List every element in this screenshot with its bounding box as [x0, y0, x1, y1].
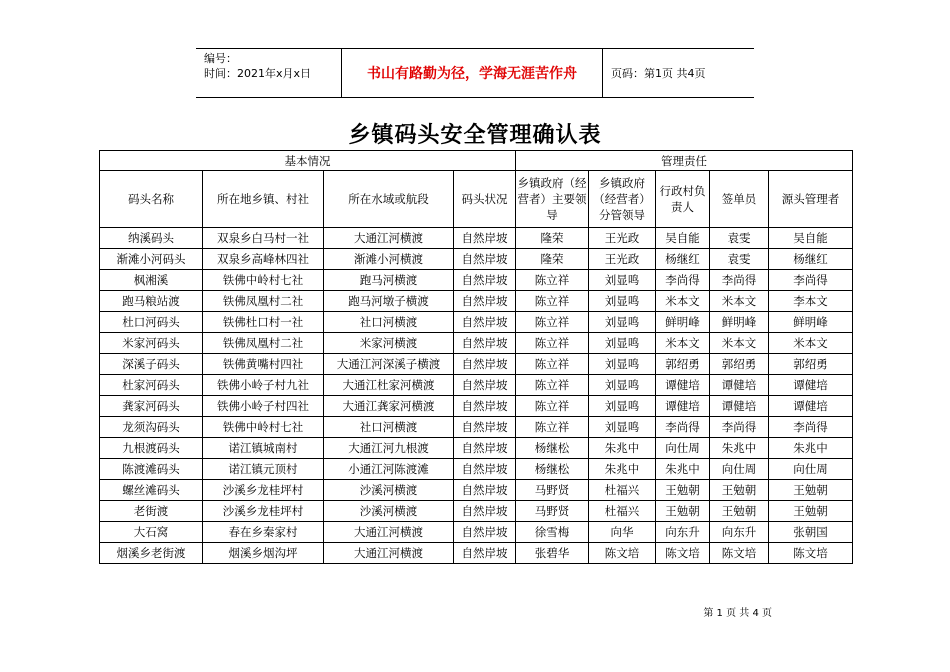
table-cell: 米家河码头: [100, 333, 203, 354]
table-cell: 马野贤: [516, 501, 589, 522]
table-cell: 杨继红: [656, 249, 710, 270]
table-cell: 社口河横渡: [324, 312, 454, 333]
column-header-row: [100, 171, 853, 228]
table-cell: 郭绍勇: [656, 354, 710, 375]
table-cell: 诺江镇元顶村: [203, 459, 324, 480]
table-cell: 隆荣: [516, 249, 589, 270]
column-header: 所在水域或航段: [324, 171, 454, 228]
table-cell: 李尚得: [656, 417, 710, 438]
table-cell: 向仕周: [710, 459, 769, 480]
table-cell: 杜福兴: [589, 480, 656, 501]
table-cell: 跑马粮站渡: [100, 291, 203, 312]
table-cell: 王勉朝: [656, 480, 710, 501]
table-cell: 刘显鸣: [589, 291, 656, 312]
table-cell: 陈立祥: [516, 396, 589, 417]
table-cell: 龙须沟码头: [100, 417, 203, 438]
table-cell: 自然岸坡: [454, 375, 516, 396]
table-cell: 跑马河墩子横渡: [324, 291, 454, 312]
table-cell: 跑马河横渡: [324, 270, 454, 291]
table-cell: 朱兆中: [589, 438, 656, 459]
table-row: [100, 417, 853, 438]
table-cell: 陈立祥: [516, 291, 589, 312]
time-label: 时间：2021年x月x日: [204, 67, 312, 80]
table-cell: 铁佛小岭子村九社: [203, 375, 324, 396]
table-row: [100, 375, 853, 396]
table-cell: 杨继松: [516, 459, 589, 480]
table-cell: 刘显鸣: [589, 375, 656, 396]
table-cell: 渐滩小河横渡: [324, 249, 454, 270]
table-cell: 吴自能: [769, 228, 853, 249]
table-cell: 陈文培: [656, 543, 710, 564]
table-cell: 米本文: [656, 291, 710, 312]
table-cell: 枫湘溪: [100, 270, 203, 291]
table-cell: 自然岸坡: [454, 438, 516, 459]
table-cell: 鲜明峰: [710, 312, 769, 333]
table-cell: 铁佛杜口村一社: [203, 312, 324, 333]
column-header: 签单员: [710, 171, 769, 228]
table-body: [100, 228, 853, 564]
table-cell: 烟溪乡老街渡: [100, 543, 203, 564]
column-header: 乡镇政府（经营者）分管领导: [589, 171, 656, 228]
table-cell: 陈立祥: [516, 312, 589, 333]
table-row: [100, 396, 853, 417]
table-cell: 袁雯: [710, 228, 769, 249]
table-cell: 自然岸坡: [454, 417, 516, 438]
table-cell: 刘显鸣: [589, 312, 656, 333]
table-cell: 向东升: [656, 522, 710, 543]
table-cell: 纳溪码头: [100, 228, 203, 249]
table-cell: 大通江河九根渡: [324, 438, 454, 459]
table-row: [100, 333, 853, 354]
table-cell: 老街渡: [100, 501, 203, 522]
table-cell: 陈文培: [710, 543, 769, 564]
table-cell: 朱兆中: [656, 459, 710, 480]
table-cell: 社口河横渡: [324, 417, 454, 438]
column-header: 码头状况: [454, 171, 516, 228]
table-cell: 张朝国: [769, 522, 853, 543]
table-cell: 龚家河码头: [100, 396, 203, 417]
table-cell: 陈渡滩码头: [100, 459, 203, 480]
table-cell: 双泉乡白马村一社: [203, 228, 324, 249]
table-cell: 铁佛凤凰村二社: [203, 291, 324, 312]
column-header: 码头名称: [100, 171, 203, 228]
table-cell: 米本文: [710, 333, 769, 354]
table-cell: 深溪子码头: [100, 354, 203, 375]
table-row: [100, 438, 853, 459]
table-cell: 大通江河横渡: [324, 522, 454, 543]
table-cell: 陈立祥: [516, 354, 589, 375]
table-cell: 朱兆中: [589, 459, 656, 480]
table-cell: 铁佛中岭村七社: [203, 270, 324, 291]
table-cell: 王勉朝: [710, 480, 769, 501]
table-cell: 自然岸坡: [454, 459, 516, 480]
table-cell: 王勉朝: [710, 501, 769, 522]
pier-safety-table: [99, 150, 853, 564]
table-row: [100, 228, 853, 249]
column-header: 乡镇政府（经营者）主要领导: [516, 171, 589, 228]
table-cell: 刘显鸣: [589, 333, 656, 354]
table-row: [100, 543, 853, 564]
table-cell: 朱兆中: [769, 438, 853, 459]
header-motto: 书山有路勤为径，学海无涯苦作舟: [342, 49, 603, 97]
table-row: [100, 501, 853, 522]
column-header: 行政村负责人: [656, 171, 710, 228]
table-cell: 王光政: [589, 228, 656, 249]
table-cell: 双泉乡高峰林四社: [203, 249, 324, 270]
table-row: [100, 312, 853, 333]
table-cell: 自然岸坡: [454, 228, 516, 249]
table-cell: 米本文: [769, 333, 853, 354]
table-cell: 刘显鸣: [589, 270, 656, 291]
table-cell: 螺丝滩码头: [100, 480, 203, 501]
table-cell: 自然岸坡: [454, 396, 516, 417]
table-cell: 鲜明峰: [656, 312, 710, 333]
table-row: [100, 522, 853, 543]
table-cell: 向华: [589, 522, 656, 543]
table-cell: 王勉朝: [656, 501, 710, 522]
table-cell: 沙溪河横渡: [324, 480, 454, 501]
table-cell: 谭健培: [769, 375, 853, 396]
document-title: 乡镇码头安全管理确认表: [348, 122, 602, 148]
table-cell: 铁佛中岭村七社: [203, 417, 324, 438]
table-cell: 米本文: [710, 291, 769, 312]
table-cell: 郭绍勇: [710, 354, 769, 375]
table-row: [100, 480, 853, 501]
table-cell: 陈立祥: [516, 270, 589, 291]
table-cell: 杨继松: [516, 438, 589, 459]
table-cell: 自然岸坡: [454, 333, 516, 354]
table-cell: 诺江镇城南村: [203, 438, 324, 459]
table-cell: 杜家河码头: [100, 375, 203, 396]
table-cell: 大通江河横渡: [324, 228, 454, 249]
table-cell: 大石窝: [100, 522, 203, 543]
table-cell: 谭健培: [656, 375, 710, 396]
table-cell: 沙溪乡龙桂坪村: [203, 501, 324, 522]
header-page-info: 页码：第1页 共4页: [611, 67, 706, 80]
table-cell: 李尚得: [710, 417, 769, 438]
table-cell: 谭健培: [769, 396, 853, 417]
table-cell: 张碧华: [516, 543, 589, 564]
table-cell: 杜口河码头: [100, 312, 203, 333]
table-cell: 小通江河陈渡滩: [324, 459, 454, 480]
table-cell: 自然岸坡: [454, 501, 516, 522]
table-cell: 大通江龚家河横渡: [324, 396, 454, 417]
table-cell: 王勉朝: [769, 480, 853, 501]
table-cell: 马野贤: [516, 480, 589, 501]
table-cell: 刘显鸣: [589, 354, 656, 375]
table-cell: 朱兆中: [710, 438, 769, 459]
table-cell: 郭绍勇: [769, 354, 853, 375]
table-cell: 铁佛凤凰村二社: [203, 333, 324, 354]
table-cell: 刘显鸣: [589, 417, 656, 438]
table-cell: 渐滩小河码头: [100, 249, 203, 270]
table-cell: 谭健培: [710, 375, 769, 396]
table-cell: 吴自能: [656, 228, 710, 249]
table-cell: 九根渡码头: [100, 438, 203, 459]
table-cell: 陈文培: [589, 543, 656, 564]
table-cell: 自然岸坡: [454, 543, 516, 564]
page-header: [196, 48, 754, 98]
table-cell: 李尚得: [769, 270, 853, 291]
table-cell: 杨继红: [769, 249, 853, 270]
table-cell: 谭健培: [656, 396, 710, 417]
table-row: [100, 459, 853, 480]
table-cell: 铁佛小岭子村四社: [203, 396, 324, 417]
table-cell: 徐雪梅: [516, 522, 589, 543]
table-row: [100, 249, 853, 270]
table-cell: 大通江杜家河横渡: [324, 375, 454, 396]
table-cell: 沙溪河横渡: [324, 501, 454, 522]
table-row: [100, 270, 853, 291]
table-cell: 自然岸坡: [454, 312, 516, 333]
code-label: 编号：: [204, 52, 237, 65]
page-footer: 第 1 页 共 4 页: [703, 608, 772, 619]
group-mgmt-header: 管理责任: [516, 151, 853, 171]
table-cell: 袁雯: [710, 249, 769, 270]
table-cell: 李尚得: [656, 270, 710, 291]
table-cell: 自然岸坡: [454, 270, 516, 291]
column-header: 所在地乡镇、村社: [203, 171, 324, 228]
table-cell: 隆荣: [516, 228, 589, 249]
table-cell: 杜福兴: [589, 501, 656, 522]
table-cell: 自然岸坡: [454, 354, 516, 375]
table-cell: 王勉朝: [769, 501, 853, 522]
table-cell: 自然岸坡: [454, 249, 516, 270]
table-cell: 烟溪乡烟沟坪: [203, 543, 324, 564]
table-cell: 李本文: [769, 291, 853, 312]
table-cell: 米家河横渡: [324, 333, 454, 354]
group-header-row: [100, 151, 853, 171]
column-header: 源头管理者: [769, 171, 853, 228]
table-cell: 向东升: [710, 522, 769, 543]
table-cell: 鲜明峰: [769, 312, 853, 333]
table-cell: 向仕周: [769, 459, 853, 480]
table-cell: 大通江河深溪子横渡: [324, 354, 454, 375]
table-cell: 米本文: [656, 333, 710, 354]
table-cell: 谭健培: [710, 396, 769, 417]
table-cell: 李尚得: [710, 270, 769, 291]
group-basic-header: 基本情况: [100, 151, 516, 171]
table-cell: 春在乡秦家村: [203, 522, 324, 543]
table-cell: 自然岸坡: [454, 480, 516, 501]
table-row: [100, 354, 853, 375]
table-cell: 李尚得: [769, 417, 853, 438]
table-cell: 沙溪乡龙桂坪村: [203, 480, 324, 501]
table-cell: 大通江河横渡: [324, 543, 454, 564]
header-meta: [196, 49, 342, 97]
table-row: [100, 291, 853, 312]
table-cell: 向仕周: [656, 438, 710, 459]
table-cell: 自然岸坡: [454, 522, 516, 543]
table-cell: 陈立祥: [516, 417, 589, 438]
table-cell: 陈文培: [769, 543, 853, 564]
table-cell: 王光政: [589, 249, 656, 270]
table-cell: 陈立祥: [516, 375, 589, 396]
table-cell: 铁佛黄嘴村四社: [203, 354, 324, 375]
table-cell: 自然岸坡: [454, 291, 516, 312]
table-cell: 陈立祥: [516, 333, 589, 354]
table-cell: 刘显鸣: [589, 396, 656, 417]
